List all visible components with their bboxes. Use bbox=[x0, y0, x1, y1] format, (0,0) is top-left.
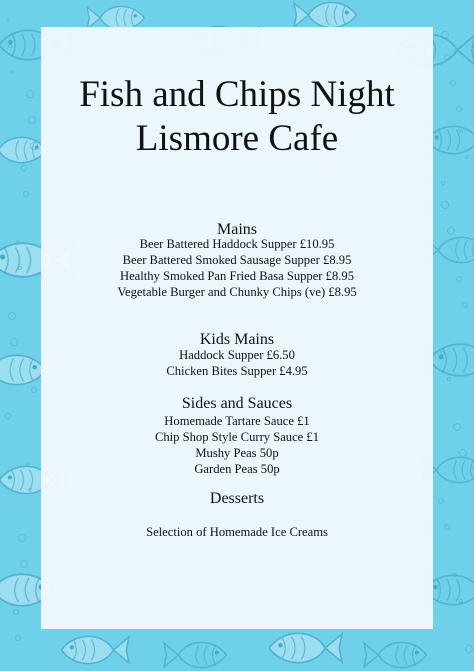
kids-mains-heading: Kids Mains bbox=[199, 331, 275, 348]
fish-icon bbox=[164, 642, 226, 667]
fish-icon bbox=[364, 642, 426, 667]
menu-title: Fish and Chips Night bbox=[79, 74, 395, 115]
cafe-name: Lismore Cafe bbox=[135, 118, 339, 159]
fish-icon bbox=[0, 355, 46, 384]
sides-item: Chip Shop Style Curry Sauce £1 bbox=[154, 430, 320, 444]
mains-item: Vegetable Burger and Chunky Chips (ve) £8.95 bbox=[117, 285, 357, 299]
fish-icon bbox=[429, 344, 474, 376]
sides-item: Mushy Peas 50p bbox=[195, 446, 279, 460]
sides-item: Homemade Tartare Sauce £1 bbox=[164, 414, 310, 428]
fish-icon bbox=[61, 636, 129, 663]
sides-item: Garden Peas 50p bbox=[194, 462, 280, 476]
kids-mains-item: Chicken Bites Supper £4.95 bbox=[166, 364, 308, 378]
sides-and-sauces-heading: Sides and Sauces bbox=[181, 395, 293, 412]
mains-item: Healthy Smoked Pan Fried Basa Supper £8.95 bbox=[119, 269, 354, 283]
mains-item: Beer Battered Haddock Supper £10.95 bbox=[139, 237, 335, 251]
menu-panel bbox=[41, 27, 433, 629]
fish-icon bbox=[0, 137, 46, 162]
fish-icon bbox=[269, 633, 342, 662]
kids-mains-item: Haddock Supper £6.50 bbox=[179, 348, 295, 362]
desserts-heading: Desserts bbox=[209, 490, 265, 507]
mains-heading: Mains bbox=[217, 221, 257, 238]
desserts-item: Selection of Homemade Ice Creams bbox=[146, 525, 328, 539]
mains-item: Beer Battered Smoked Sausage Supper £8.95 bbox=[122, 253, 352, 267]
fish-icon bbox=[426, 126, 474, 153]
fish-icon bbox=[294, 2, 356, 27]
